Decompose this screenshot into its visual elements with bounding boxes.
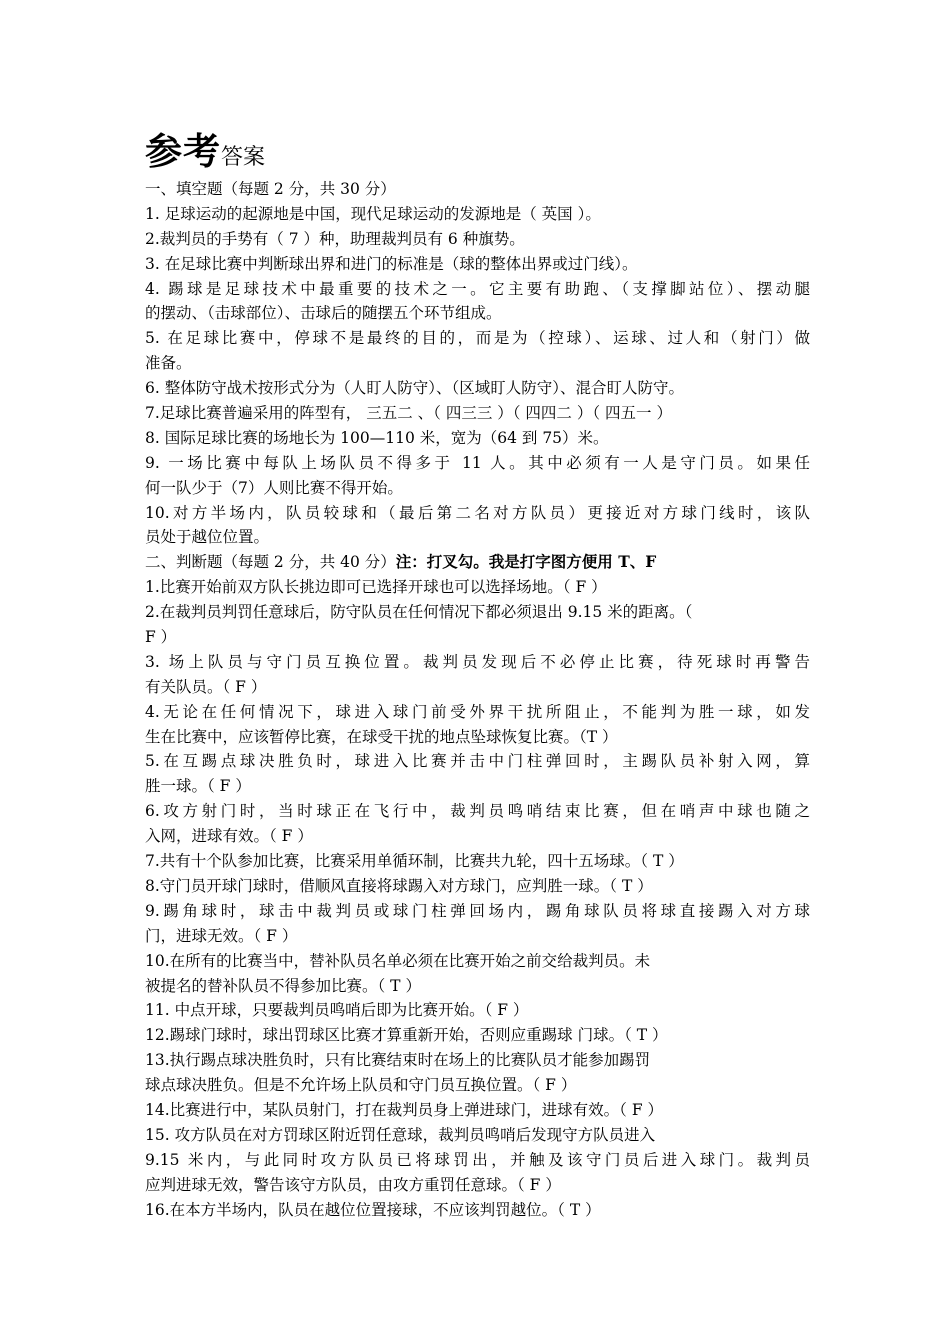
text-line [145, 749, 810, 774]
text-line [145, 998, 810, 1023]
line-text: 二、判断题（每题 2 分，共 40 分） [145, 553, 396, 572]
line-text: 应判进球无效，警告该守方队员，由攻方重罚任意球。（ F ） [145, 1175, 561, 1194]
text-line [145, 650, 810, 675]
text-line [145, 1123, 810, 1148]
text-line [145, 1023, 810, 1048]
line-text: 7.足球比赛普遍采用的阵型有， 三五二 、（ 四三三 ）（ 四四二 ）（ 四五一 ） [145, 404, 672, 423]
text-line [145, 675, 810, 700]
text-line [145, 1098, 810, 1123]
line-text: 准备。 [145, 354, 192, 373]
answer-lines [145, 177, 810, 1222]
text-line [145, 1173, 810, 1198]
text-line [145, 376, 810, 401]
text-line [145, 501, 810, 526]
line-text: 7.共有十个队参加比赛，比赛采用单循环制，比赛共九轮，四十五场球。（ T ） [145, 852, 684, 871]
line-text: 8. 国际足球比赛的场地长为 100—110 米，宽为（64 到 75）米。 [145, 428, 609, 447]
line-text: 1. 足球运动的起源地是中国，现代足球运动的发源地是（ 英国 ）。 [145, 204, 601, 223]
text-line [145, 899, 810, 924]
line-text: 13.执行踢点球决胜负时，只有比赛结束时在场上的比赛队员才能参加踢罚 [145, 1051, 651, 1070]
line-text: 2.在裁判员判罚任意球后，防守队员在任何情况下都必须退出 9.15 米的距离。（ [145, 603, 693, 622]
line-text: 3. 场上队员与守门员互换位置。裁判员发现后不必停止比赛，待死球时再警告 [145, 652, 810, 671]
line-text: 生在比赛中，应该暂停比赛，在球受干扰的地点坠球恢复比赛。（T ） [145, 727, 618, 746]
text-line [145, 1148, 810, 1173]
text-line [145, 351, 810, 376]
text-line [145, 550, 810, 575]
text-line [145, 874, 810, 899]
page-title-large: 参考 [145, 129, 221, 173]
line-text: 10.在所有的比赛当中，替补队员名单必须在比赛开始之前交给裁判员。未 [145, 951, 651, 970]
line-text: 9. 一场比赛中每队上场队员不得多于 11 人。其中必须有一人是守门员。如果任 [145, 453, 810, 472]
line-text: 6.攻方射门时，当时球正在飞行中，裁判员鸣哨结束比赛，但在哨声中球也随之 [145, 802, 810, 821]
text-line [145, 451, 810, 476]
text-line [145, 277, 810, 302]
text-line [145, 600, 810, 625]
line-text: 10.对方半场内，队员较球和（最后第二名对方队员）更接近对方球门线时，该队 [145, 503, 810, 522]
text-line [145, 700, 810, 725]
line-text: F ） [145, 628, 177, 647]
text-line [145, 525, 810, 550]
line-text: 1.比赛开始前双方队长挑边即可已选择开球也可以选择场地。（ F ） [145, 578, 607, 597]
line-text: 3. 在足球比赛中判断球出界和进门的标准是（球的整体出界或过门线）。 [145, 254, 638, 273]
page-title [145, 125, 810, 177]
line-text: 9.踢角球时，球击中裁判员或球门柱弹回场内，踢角球队员将球直接踢入对方球 [145, 901, 810, 920]
text-line [145, 426, 810, 451]
text-line [145, 252, 810, 277]
line-text: 有关队员。（ F ） [145, 677, 267, 696]
line-text: 胜一球。（ F ） [145, 777, 251, 796]
text-line [145, 401, 810, 426]
line-text: 8.守门员开球门球时，借顺风直接将球踢入对方球门，应判胜一球。（ T ） [145, 876, 653, 895]
line-text: 9.15 米内，与此同时攻方队员已将球罚出，并触及该守门员后进入球门。裁判员 [145, 1150, 810, 1169]
line-text: 被提名的替补队员不得参加比赛。（ T ） [145, 976, 421, 995]
text-line [145, 824, 810, 849]
text-line [145, 1198, 810, 1223]
text-line [145, 301, 810, 326]
text-line [145, 625, 810, 650]
line-text: 门，进球无效。（ F ） [145, 926, 298, 945]
line-text: 6. 整体防守战术按形式分为（人盯人防守）、（区域盯人防守）、混合盯人防守。 [145, 379, 684, 398]
text-line [145, 924, 810, 949]
text-line [145, 1073, 810, 1098]
line-text: 12.踢球门球时，球出罚球区比赛才算重新开始，否则应重踢球 门球。（ T ） [145, 1026, 668, 1045]
line-text: 入网，进球有效。（ F ） [145, 827, 313, 846]
bold-note: 注：打叉勾。我是打字图方便用 T、F [395, 552, 657, 572]
line-text: 14.比赛进行中，某队员射门，打在裁判员身上弹进球门，进球有效。（ F ） [145, 1100, 664, 1119]
text-line [145, 799, 810, 824]
line-text: 4. 踢球是足球技术中最重要的技术之一。它主要有助跑、（支撑脚站位）、摆动腿 [145, 279, 810, 298]
text-line [145, 326, 810, 351]
line-text: 员处于越位位置。 [145, 528, 270, 547]
text-line [145, 1048, 810, 1073]
line-text: 2.裁判员的手势有（ 7 ）种，助理裁判员有 6 种旗势。 [145, 229, 525, 248]
line-text: 何一队少于（7）人则比赛不得开始。 [145, 478, 403, 497]
answer-document [145, 125, 810, 1222]
text-line [145, 725, 810, 750]
text-line [145, 774, 810, 799]
text-line [145, 476, 810, 501]
line-text: 5.在互踢点球决胜负时，球进入比赛并击中门柱弹回时，主踢队员补射入网，算 [145, 752, 810, 771]
text-line [145, 974, 810, 999]
text-line [145, 202, 810, 227]
text-line [145, 177, 810, 202]
line-text: 11. 中点开球，只要裁判员鸣哨后即为比赛开始。（ F ） [145, 1001, 529, 1020]
text-line [145, 849, 810, 874]
text-line [145, 949, 810, 974]
line-text: 的摆动、（击球部位）、击球后的随摆五个环节组成。 [145, 304, 502, 323]
line-text: 5. 在足球比赛中，停球不是最终的目的，而是为（控球）、运球、过人和（射门）做 [145, 329, 810, 348]
page-title-small: 答案 [221, 145, 266, 170]
line-text: 球点球决胜负。但是不允许场上队员和守门员互换位置。（ F ） [145, 1076, 577, 1095]
line-text: 一、填空题（每题 2 分，共 30 分） [145, 180, 396, 198]
line-text: 16.在本方半场内，队员在越位位置接球，不应该判罚越位。（ T ） [145, 1200, 601, 1219]
text-line [145, 575, 810, 600]
text-line [145, 227, 810, 252]
line-text: 4.无论在任何情况下，球进入球门前受外界干扰所阻止，不能判为胜一球，如发 [145, 702, 810, 721]
line-text: 15. 攻方队员在对方罚球区附近罚任意球，裁判员鸣哨后发现守方队员进入 [145, 1125, 656, 1144]
